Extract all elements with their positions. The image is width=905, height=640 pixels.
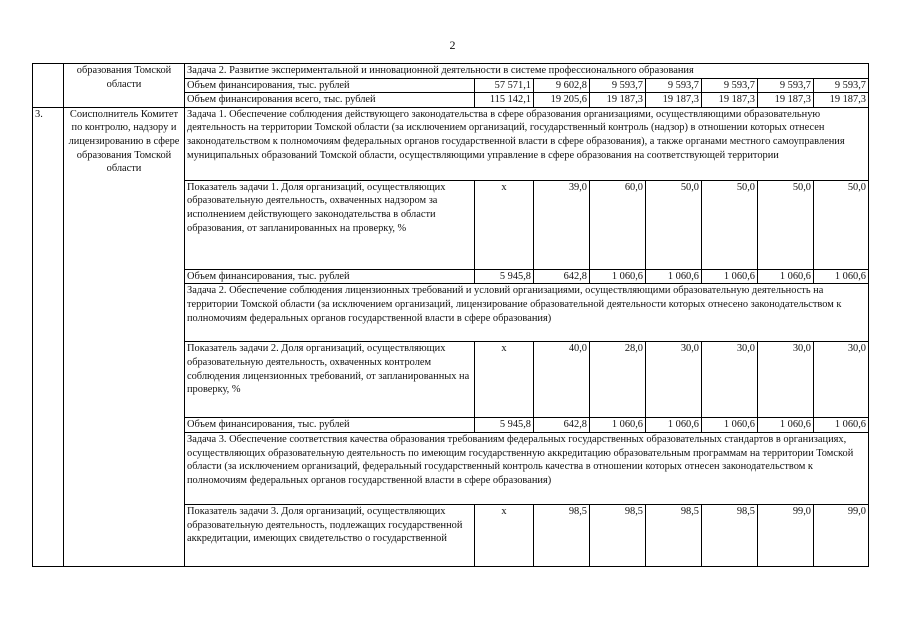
value-cell: 98,5 [702, 504, 758, 566]
value-cell: 1 060,6 [758, 418, 814, 433]
task-text: Задача 2. Развитие экспериментальной и инновационной деятельности в системе профессионального образования [185, 64, 869, 79]
value-cell: 9 593,7 [814, 78, 869, 93]
value-cell: 30,0 [702, 342, 758, 418]
value-cell: 1 060,6 [590, 269, 646, 284]
value-cell: 28,0 [590, 342, 646, 418]
value-cell: 39,0 [534, 180, 590, 269]
value-cell: 98,5 [646, 504, 702, 566]
value-cell: 50,0 [702, 180, 758, 269]
value-cell: x [475, 180, 534, 269]
program-table [32, 63, 869, 567]
value-cell: 30,0 [646, 342, 702, 418]
funding-total-label: Объем финансирования всего, тыс. рублей [185, 93, 475, 108]
value-cell: 98,5 [590, 504, 646, 566]
value-cell: 19 205,6 [534, 93, 590, 108]
value-cell: 1 060,6 [702, 418, 758, 433]
task-text: Задача 3. Обеспечение соответствия качества образования требованиям федеральных государственных образовательных стандартов в организациях, осуществляющих образовательную деятельность по имеющим государственную аккредитацию образовательным программам на территории Томской области (за исключением организаций, федеральный государственный контроль качества в отношении которых отнесен законодательством к полномочиям федеральных органов государственной власти в сфере образования) [185, 432, 869, 504]
value-cell: 60,0 [590, 180, 646, 269]
value-cell: 5 945,8 [475, 269, 534, 284]
value-cell: 19 187,3 [758, 93, 814, 108]
value-cell: 57 571,1 [475, 78, 534, 93]
value-cell: 9 593,7 [758, 78, 814, 93]
indicator-label: Показатель задачи 2. Доля организаций, осуществляющих образовательную деятельность, охваченных контролем соблюдения лицензионных требований, от запланированных на проверку, % [185, 342, 475, 418]
funding-label: Объем финансирования, тыс. рублей [185, 78, 475, 93]
value-cell: 19 187,3 [646, 93, 702, 108]
value-cell: 9 593,7 [702, 78, 758, 93]
funding-label: Объем финансирования, тыс. рублей [185, 418, 475, 433]
value-cell: 1 060,6 [702, 269, 758, 284]
executor-cell: Соисполнитель Комитет по контролю, надзору и лицензированию в сфере образования Томской области [64, 107, 185, 566]
value-cell: 9 602,8 [534, 78, 590, 93]
value-cell: 1 060,6 [814, 269, 869, 284]
value-cell: 115 142,1 [475, 93, 534, 108]
indicator-label: Показатель задачи 3. Доля организаций, осуществляющих образовательную деятельность, подлежащих государственной аккредитации, имеющих свидетельство о государственной [185, 504, 475, 566]
value-cell: 5 945,8 [475, 418, 534, 433]
value-cell: 99,0 [814, 504, 869, 566]
funding-label: Объем финансирования, тыс. рублей [185, 269, 475, 284]
value-cell: 30,0 [814, 342, 869, 418]
task-text: Задача 1. Обеспечение соблюдения действующего законодательства в сфере образования организациями, осуществляющими образовательную деятельность на территории Томской области (за исключением организаций, государственный контроль (надзор) в отношении которых отнесен законодательством к полномочиям федеральных органов государственной власти в сфере образования), а также органами местного самоуправления муниципальных образований Томской области, осуществляющими управление в сфере образования на соответствующей территории [185, 107, 869, 180]
value-cell: 30,0 [758, 342, 814, 418]
value-cell: 1 060,6 [646, 418, 702, 433]
value-cell: 50,0 [758, 180, 814, 269]
value-cell: 1 060,6 [590, 418, 646, 433]
value-cell: 642,8 [534, 418, 590, 433]
value-cell: 19 187,3 [590, 93, 646, 108]
executor-cell: образования Томской области [64, 64, 185, 108]
value-cell: x [475, 342, 534, 418]
task-text: Задача 2. Обеспечение соблюдения лицензионных требований и условий организациями, осуществляющими образовательную деятельность на территории Томской области (за исключением организаций, лицензирование образовательной деятельности которых отнесено законодательством к полномочиям федеральных органов государственной власти в сфере образования) [185, 284, 869, 342]
value-cell: 1 060,6 [814, 418, 869, 433]
value-cell: 19 187,3 [814, 93, 869, 108]
value-cell: 50,0 [646, 180, 702, 269]
row-number-cell [33, 64, 64, 108]
page-number: 2 [449, 38, 456, 52]
value-cell: 1 060,6 [646, 269, 702, 284]
value-cell: 50,0 [814, 180, 869, 269]
value-cell: 642,8 [534, 269, 590, 284]
value-cell: 9 593,7 [646, 78, 702, 93]
value-cell: 9 593,7 [590, 78, 646, 93]
row-number: 3. [33, 107, 64, 566]
value-cell: 1 060,6 [758, 269, 814, 284]
value-cell: 40,0 [534, 342, 590, 418]
value-cell: 19 187,3 [702, 93, 758, 108]
value-cell: x [475, 504, 534, 566]
value-cell: 99,0 [758, 504, 814, 566]
indicator-label: Показатель задачи 1. Доля организаций, осуществляющих образовательную деятельность, охваченных надзором за исполнением действующего законодательства в области образования, от запланированных на проверку, % [185, 180, 475, 269]
value-cell: 98,5 [534, 504, 590, 566]
